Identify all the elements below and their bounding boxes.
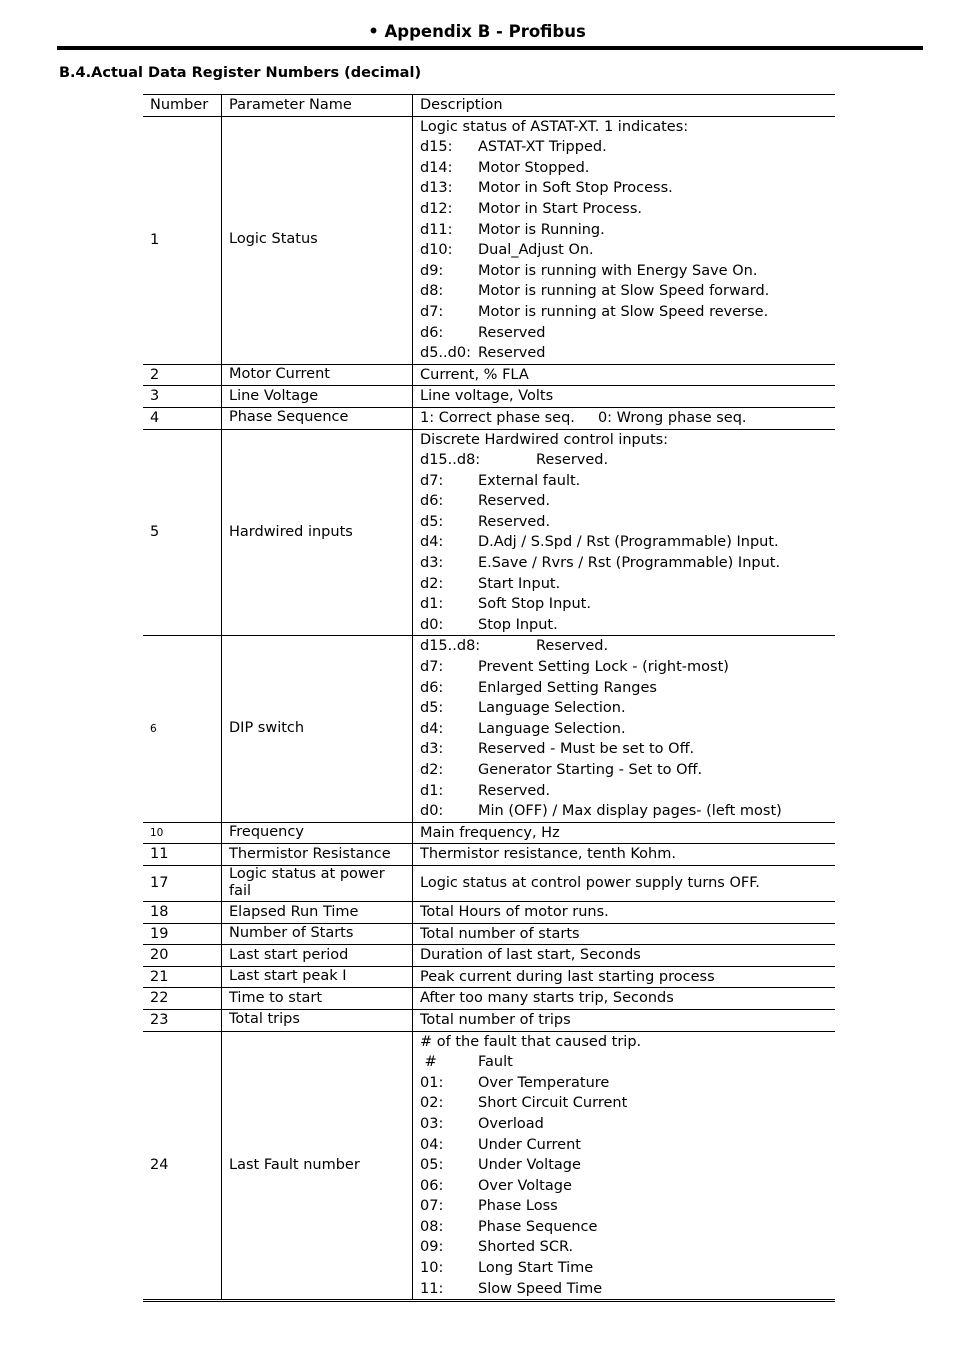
description-line: [420, 261, 828, 282]
bit-code: d15:: [420, 139, 453, 156]
section-title: B.4.Actual Data Register Numbers (decimal): [59, 65, 422, 81]
bit-code: d6:: [420, 679, 444, 696]
register-number: 20: [143, 945, 222, 967]
bit-meaning: Reserved.: [478, 493, 551, 510]
register-number: 23: [143, 1009, 222, 1031]
description-line: [420, 512, 828, 533]
table-row: [143, 364, 835, 386]
bit-code: d11:: [420, 221, 453, 238]
register-table: [143, 94, 835, 1302]
parameter-name: Last start peak I: [222, 966, 413, 988]
table-row: [143, 116, 835, 364]
register-number: 5: [143, 429, 222, 636]
bit-meaning: Reserved.: [478, 513, 551, 530]
table-row: [143, 988, 835, 1010]
description-intro: Logic status of ASTAT-XT. 1 indicates:: [420, 118, 689, 135]
description-line: [420, 1176, 828, 1197]
table-row: [143, 844, 835, 866]
parameter-name: Hardwired inputs: [222, 429, 413, 636]
description-line: [420, 178, 828, 199]
description: Thermistor resistance, tenth Kohm.: [420, 846, 676, 863]
register-number: 24: [143, 1031, 222, 1301]
parameter-name: Motor Current: [222, 364, 413, 386]
bit-code: #: [420, 1054, 437, 1071]
bit-meaning: Fault: [478, 1054, 513, 1071]
description: 1: Correct phase seq. 0: Wrong phase seq.: [420, 409, 747, 426]
header-parameter-name: Parameter Name: [222, 95, 413, 117]
description-intro: # of the fault that caused trip.: [420, 1033, 642, 1050]
bit-meaning: Reserved.: [478, 782, 551, 799]
description-line: [420, 760, 828, 781]
register-number: 22: [143, 988, 222, 1010]
bit-meaning: Motor is Running.: [478, 221, 605, 238]
bit-code: 07:: [420, 1198, 444, 1215]
description-line: [420, 137, 828, 158]
bit-code: 10:: [420, 1260, 444, 1277]
bit-meaning: Motor is running with Energy Save On.: [478, 262, 758, 279]
register-number: 4: [143, 407, 222, 429]
table-row: [143, 822, 835, 844]
bit-meaning: Phase Sequence: [478, 1218, 598, 1235]
bit-meaning: Min (OFF) / Max display pages- (left most): [478, 803, 782, 820]
description-line: [420, 594, 828, 615]
bit-code: d7:: [420, 659, 444, 676]
bit-code: d1:: [420, 596, 444, 613]
table-row: [143, 923, 835, 945]
parameter-name: Frequency: [222, 822, 413, 844]
description-line: [420, 574, 828, 595]
bit-meaning: E.Save / Rvrs / Rst (Programmable) Input.: [478, 555, 781, 572]
bit-code: 06:: [420, 1177, 444, 1194]
bit-code: d2:: [420, 762, 444, 778]
table-row: [143, 1009, 835, 1031]
table-row: [143, 429, 835, 636]
bit-meaning: Soft Stop Input.: [478, 596, 591, 613]
description: [413, 429, 836, 636]
bit-code: d4:: [420, 720, 444, 737]
description-line: [420, 343, 828, 364]
bit-meaning: Motor in Soft Stop Process.: [478, 180, 673, 197]
description-line: [420, 1217, 828, 1238]
table-row: [143, 636, 835, 822]
description-line: [420, 240, 828, 261]
description: Total number of trips: [420, 1011, 571, 1028]
header-number: Number: [143, 95, 222, 117]
bit-code: d7:: [420, 303, 444, 320]
bit-meaning: Slow Speed Time: [478, 1280, 603, 1297]
description-line: [420, 1114, 828, 1135]
table-row: [143, 407, 835, 429]
bit-meaning: D.Adj / S.Spd / Rst (Programmable) Input.: [478, 534, 779, 551]
description: Total number of starts: [420, 925, 580, 942]
description-line: [420, 1196, 828, 1217]
bit-code: 05:: [420, 1157, 444, 1174]
description: Peak current during last starting process: [420, 968, 715, 985]
description-line: [420, 199, 828, 220]
description: Total Hours of motor runs.: [420, 903, 609, 920]
bit-code: d7:: [420, 472, 444, 489]
description: Current, % FLA: [420, 366, 529, 383]
description-line: [420, 281, 828, 302]
description-intro: Discrete Hardwired control inputs:: [420, 431, 669, 448]
description-line: [420, 1258, 828, 1279]
bit-meaning: Overload: [478, 1115, 544, 1132]
description-line: [420, 450, 828, 471]
parameter-name: Elapsed Run Time: [222, 901, 413, 923]
parameter-name: DIP switch: [222, 636, 413, 822]
description-line: [420, 678, 828, 699]
description-line: [420, 1073, 828, 1094]
description-line: [420, 615, 828, 636]
description-line: [420, 323, 828, 344]
description-line: [420, 158, 828, 179]
bit-meaning: Prevent Setting Lock - (right-most): [478, 659, 729, 676]
table-row: [143, 945, 835, 967]
description-line: [420, 801, 828, 822]
parameter-name: Number of Starts: [222, 923, 413, 945]
register-number: 3: [143, 386, 222, 408]
description-line: [420, 532, 828, 553]
table-row: [143, 1031, 835, 1301]
bit-code: 01:: [420, 1074, 444, 1091]
description: Logic status at control power supply turns OFF.: [420, 875, 760, 892]
bit-meaning: Motor is running at Slow Speed reverse.: [478, 303, 769, 320]
table-row: [143, 386, 835, 408]
bit-code: d3:: [420, 741, 444, 758]
bit-meaning: Start Input.: [478, 575, 561, 592]
bit-code: 09:: [420, 1239, 444, 1256]
register-number: 11: [143, 844, 222, 866]
description-line: [420, 657, 828, 678]
register-number: 6: [143, 636, 222, 822]
description: Duration of last start, Seconds: [420, 947, 641, 964]
parameter-name: Thermistor Resistance: [222, 844, 413, 866]
parameter-name: Last Fault number: [222, 1031, 413, 1301]
bit-code: d6:: [420, 324, 444, 341]
bit-meaning: ASTAT-XT Tripped.: [478, 139, 607, 156]
bit-meaning: Language Selection.: [478, 720, 626, 737]
bit-code: d3:: [420, 555, 444, 572]
bit-meaning: Short Circuit Current: [478, 1095, 628, 1112]
bit-code: d15..d8:: [420, 452, 481, 469]
description-line: [420, 1093, 828, 1114]
description-line: [420, 471, 828, 492]
register-number: 10: [143, 822, 222, 844]
bit-code: d15..d8:: [420, 638, 481, 655]
table-body: [143, 116, 835, 1301]
bit-code: d14:: [420, 159, 453, 176]
register-number: 21: [143, 966, 222, 988]
parameter-name: Total trips: [222, 1009, 413, 1031]
bit-code: d5:: [420, 513, 444, 530]
bit-code: d5:: [420, 700, 444, 717]
table-header-row: [143, 95, 835, 117]
bit-meaning: Enlarged Setting Ranges: [478, 679, 657, 696]
table-row: [143, 901, 835, 923]
bit-meaning: Reserved: [478, 345, 546, 362]
description-line: [420, 1237, 828, 1258]
description: Main frequency, Hz: [420, 824, 560, 841]
bit-meaning: Phase Loss: [478, 1198, 558, 1215]
description-line: [420, 739, 828, 760]
bit-meaning: Motor is running at Slow Speed forward.: [478, 283, 770, 300]
bit-code: d2:: [420, 575, 444, 592]
bit-code: 08:: [420, 1218, 444, 1235]
description-line: [420, 220, 828, 241]
bit-meaning: Shorted SCR.: [478, 1239, 574, 1256]
bit-code: d13:: [420, 180, 453, 197]
bit-meaning: Generator Starting - Set to Off.: [478, 762, 703, 778]
register-number: 2: [143, 364, 222, 386]
bit-code: 03:: [420, 1115, 444, 1132]
bit-meaning: Under Current: [478, 1136, 581, 1153]
description-line: [420, 1052, 828, 1073]
bit-code: 02:: [420, 1095, 444, 1112]
description: After too many starts trip, Seconds: [420, 990, 674, 1007]
description: Line voltage, Volts: [420, 388, 554, 405]
bit-meaning: Reserved: [478, 324, 546, 341]
parameter-name: Time to start: [222, 988, 413, 1010]
description-line: [420, 636, 828, 657]
description-line: [420, 781, 828, 802]
register-number: 1: [143, 116, 222, 364]
bit-code: 11:: [420, 1280, 444, 1297]
parameter-name: Phase Sequence: [222, 407, 413, 429]
bit-code: d6:: [420, 493, 444, 510]
bit-code: d0:: [420, 803, 444, 820]
table-row: [143, 966, 835, 988]
header-rule: [57, 46, 923, 50]
header-description: Description: [420, 97, 503, 113]
bit-code: d10:: [420, 242, 453, 259]
bit-meaning: Reserved - Must be set to Off.: [478, 741, 695, 758]
page-header: • Appendix B - Profibus: [368, 22, 586, 41]
bit-meaning: Motor in Start Process.: [478, 200, 642, 217]
bit-meaning: Language Selection.: [478, 700, 626, 717]
register-number: 17: [143, 865, 222, 901]
bit-code: d9:: [420, 262, 444, 279]
bit-meaning: Reserved.: [536, 638, 609, 655]
description-line: [420, 553, 828, 574]
register-number: 19: [143, 923, 222, 945]
parameter-name: Logic Status: [222, 116, 413, 364]
description-line: [420, 1279, 828, 1300]
bit-code: d4:: [420, 534, 444, 551]
bit-meaning: Stop Input.: [478, 616, 558, 633]
description-line: [420, 491, 828, 512]
bit-meaning: Motor Stopped.: [478, 159, 590, 176]
bit-meaning: Long Start Time: [478, 1260, 594, 1277]
description-line: [420, 1135, 828, 1156]
parameter-name: Logic status at power fail: [222, 865, 413, 901]
bit-code: d5..d0:: [420, 345, 471, 362]
bit-code: d0:: [420, 616, 444, 633]
description: [413, 636, 836, 822]
bit-code: d8:: [420, 283, 444, 300]
register-number: 18: [143, 901, 222, 923]
bit-meaning: Dual_Adjust On.: [478, 242, 594, 259]
bit-meaning: Under Voltage: [478, 1157, 581, 1174]
table-row: [143, 865, 835, 901]
bit-meaning: Over Voltage: [478, 1177, 572, 1194]
bit-code: d12:: [420, 200, 453, 217]
description: [413, 116, 836, 364]
description: [413, 1031, 836, 1301]
description-line: [420, 698, 828, 719]
bit-code: d1:: [420, 782, 444, 799]
bit-meaning: Reserved.: [536, 452, 609, 469]
description-line: [420, 1155, 828, 1176]
bit-code: 04:: [420, 1136, 444, 1153]
parameter-name: Line Voltage: [222, 386, 413, 408]
bit-meaning: Over Temperature: [478, 1074, 610, 1091]
bit-meaning: External fault.: [478, 472, 581, 489]
description-line: [420, 719, 828, 740]
parameter-name: Last start period: [222, 945, 413, 967]
description-line: [420, 302, 828, 323]
